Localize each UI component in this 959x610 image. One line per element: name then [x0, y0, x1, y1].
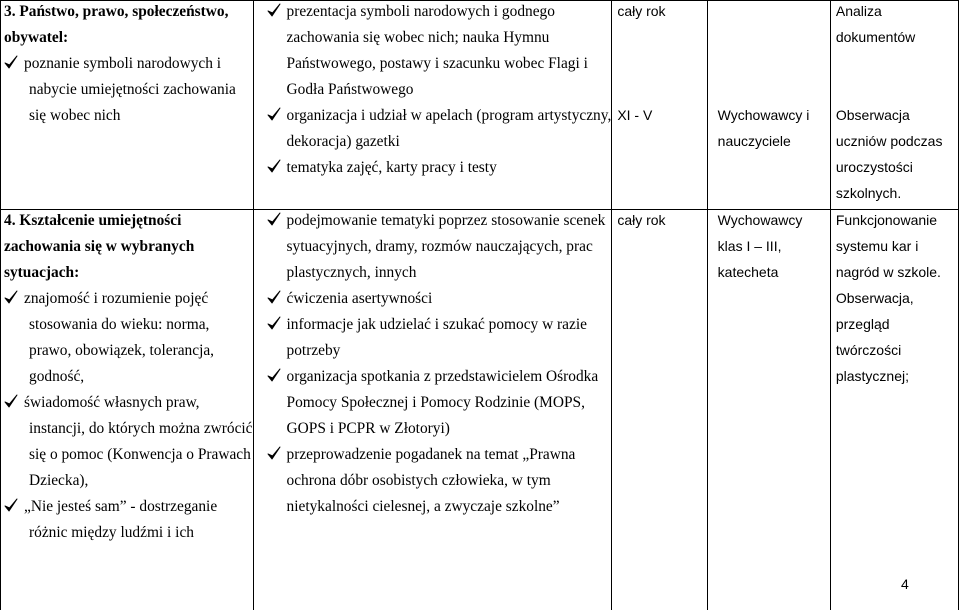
text-line	[708, 236, 830, 262]
line-text: prezentacja symboli narodowych i godnego	[286, 3, 555, 20]
line-text: Wychowawcy	[717, 212, 803, 228]
line-text: obywatel:	[4, 29, 69, 46]
line-text: zachowania się w wybranych	[4, 238, 195, 255]
text-line	[708, 27, 830, 53]
line-text: godność,	[29, 368, 85, 385]
line-text: 3. Państwo, prawo, społeczeństwo,	[4, 3, 229, 20]
checklist-item	[254, 366, 612, 392]
checklist-item	[254, 444, 612, 470]
line-text: przeprowadzenie pogadanek na temat „Prawna	[286, 446, 576, 463]
text-line	[831, 288, 958, 314]
checklist-item	[254, 288, 612, 314]
checklist-item	[254, 157, 612, 183]
line-text: „Nie jesteś sam” - dostrzeganie	[24, 498, 218, 515]
text-line	[254, 340, 612, 366]
text-line	[254, 496, 612, 522]
line-text: tematyka zajęć, karty pracy i testy	[286, 159, 497, 176]
checklist-item	[254, 1, 612, 27]
line-text: prawo, obowiązek, tolerancja,	[29, 342, 215, 359]
text-line	[831, 27, 958, 53]
line-text: nagród w szkole.	[835, 264, 941, 280]
checkmark-icon	[267, 158, 281, 174]
cell-topic	[1, 210, 254, 610]
line-text: nabycie umiejętności zachowania	[29, 81, 236, 98]
line-text: Godła Państwowego	[286, 81, 414, 98]
text-line	[831, 79, 958, 105]
line-text: systemu kar i	[835, 238, 919, 254]
text-line	[612, 1, 706, 27]
text-line	[254, 392, 612, 418]
text-line	[831, 236, 958, 262]
checklist-item	[254, 210, 612, 236]
text-line	[1, 1, 253, 27]
line-text: podejmowanie tematyki poprzez stosowanie scenek	[286, 212, 606, 229]
checkmark-icon	[267, 289, 281, 305]
checkmark-icon	[267, 367, 281, 383]
cell-timing	[612, 1, 707, 210]
text-line	[1, 105, 253, 131]
text-line	[1, 27, 253, 53]
checklist-item	[1, 53, 253, 79]
line-text: cały rok	[617, 212, 666, 228]
line-text: przegląd	[835, 316, 890, 332]
text-line	[831, 131, 958, 157]
line-text: twórczości	[835, 342, 902, 358]
line-text: się wobec nich	[29, 107, 121, 124]
text-line	[254, 79, 612, 105]
checklist-item	[254, 314, 612, 340]
text-line	[708, 210, 830, 236]
checkmark-icon	[4, 54, 18, 70]
line-text: uczniów podczas	[835, 133, 943, 149]
checklist-item	[1, 288, 253, 314]
text-line	[708, 131, 830, 157]
line-text: sytuacyjnych, dramy, rozmów nauczających, prac	[286, 238, 593, 255]
checkmark-icon	[267, 211, 281, 227]
text-line	[708, 262, 830, 288]
text-line	[1, 522, 253, 548]
text-line	[831, 105, 958, 131]
text-line	[831, 340, 958, 366]
text-line	[254, 53, 612, 79]
line-text: Obserwacja	[835, 107, 910, 123]
text-line	[831, 183, 958, 209]
line-text: organizacja i udział w apelach (program artystyczny,	[286, 107, 612, 124]
text-line	[1, 418, 253, 444]
line-text: ochrona dóbr osobistych człowieka, w tym	[286, 472, 551, 489]
line-text: Pomocy Społecznej i Pomocy Rodzinie (MOPS,	[286, 394, 585, 411]
cell-timing	[612, 210, 707, 610]
text-line	[831, 314, 958, 340]
checkmark-icon	[267, 315, 281, 331]
line-text: plastycznych, innych	[286, 264, 417, 281]
checklist-item	[254, 105, 612, 131]
checkmark-icon	[267, 445, 281, 461]
text-line	[1, 79, 253, 105]
line-text: się o pomoc (Konwencja o Prawach	[29, 446, 251, 463]
text-line	[708, 79, 830, 105]
text-line	[612, 27, 706, 53]
line-text: ćwiczenia asertywności	[286, 290, 433, 307]
text-line	[708, 53, 830, 79]
cell-responsible	[707, 1, 830, 210]
text-line	[1, 444, 253, 470]
line-text: Dziecka),	[29, 472, 89, 489]
line-text: Analiza	[835, 3, 882, 19]
checklist-item	[1, 496, 253, 522]
line-text: zachowania się wobec nich; nauka Hymnu	[286, 29, 550, 46]
line-text: klas I – III,	[717, 238, 782, 254]
text-line	[612, 79, 706, 105]
line-text: nietykalności cielesnej, a zwyczaje szkolne”	[286, 498, 560, 515]
text-line	[831, 1, 958, 27]
line-text: plastycznej;	[835, 368, 910, 384]
text-line	[612, 53, 706, 79]
text-line	[254, 236, 612, 262]
text-line	[1, 366, 253, 392]
line-text: poznanie symboli narodowych i	[24, 55, 222, 72]
line-text: znajomość i rozumienie pojęć	[24, 290, 209, 307]
line-text: różnic między ludźmi i ich	[29, 524, 194, 541]
checkmark-icon	[267, 2, 281, 18]
line-text: świadomość własnych praw,	[24, 394, 200, 411]
line-text: Państwowego, postawy i szacunku wobec Flagi i	[286, 55, 588, 72]
text-line	[254, 418, 612, 444]
cell-topic	[1, 1, 254, 210]
line-text: Wychowawcy i	[717, 107, 810, 123]
checkmark-icon	[4, 289, 18, 305]
text-line	[1, 236, 253, 262]
cell-evaluation	[830, 1, 958, 210]
checklist-item	[1, 392, 253, 418]
line-text: cały rok	[617, 3, 666, 19]
text-line	[612, 210, 706, 236]
line-text: GOPS i PCPR w Złotoryi)	[286, 420, 450, 437]
cell-responsible	[707, 210, 830, 610]
text-line	[1, 470, 253, 496]
text-line	[1, 340, 253, 366]
checkmark-icon	[4, 393, 18, 409]
line-text: 4. Kształcenie umiejętności	[4, 212, 182, 229]
checkmark-icon	[4, 497, 18, 513]
text-line	[254, 131, 612, 157]
line-text: Funkcjonowanie	[835, 212, 938, 228]
line-text: dekoracja) gazetki	[286, 133, 400, 150]
cell-evaluation	[830, 210, 958, 610]
line-text: dokumentów	[835, 29, 916, 45]
text-line	[1, 262, 253, 288]
text-line	[708, 1, 830, 27]
text-line	[708, 105, 830, 131]
text-line	[831, 366, 958, 392]
line-text: XI - V	[617, 107, 653, 123]
text-line	[831, 157, 958, 183]
text-line	[1, 210, 253, 236]
line-text: katecheta	[717, 264, 779, 280]
text-line	[831, 210, 958, 236]
checkmark-icon	[267, 106, 281, 122]
table-row	[1, 210, 959, 610]
line-text: potrzeby	[286, 342, 341, 359]
line-text: nauczyciele	[717, 133, 791, 149]
text-line	[254, 262, 612, 288]
text-line	[1, 314, 253, 340]
line-text: organizacja spotkania z przedstawicielem Ośrodka	[286, 368, 599, 385]
line-text: szkolnych.	[835, 185, 902, 201]
line-text: uroczystości	[835, 159, 913, 175]
line-text: informacje jak udzielać i szukać pomocy w razie	[286, 316, 587, 333]
text-line	[831, 53, 958, 79]
cell-methods	[253, 1, 612, 210]
line-text: sytuacjach:	[4, 264, 80, 281]
text-line	[254, 27, 612, 53]
text-line	[831, 262, 958, 288]
page-number: 4	[901, 576, 909, 592]
table-row	[1, 1, 959, 210]
line-text: Obserwacja,	[835, 290, 914, 306]
line-text: instancji, do których można zwrócić	[29, 420, 253, 437]
text-line	[254, 470, 612, 496]
text-line	[612, 105, 706, 131]
cell-methods	[253, 210, 612, 610]
line-text: stosowania do wieku: norma,	[29, 316, 210, 333]
